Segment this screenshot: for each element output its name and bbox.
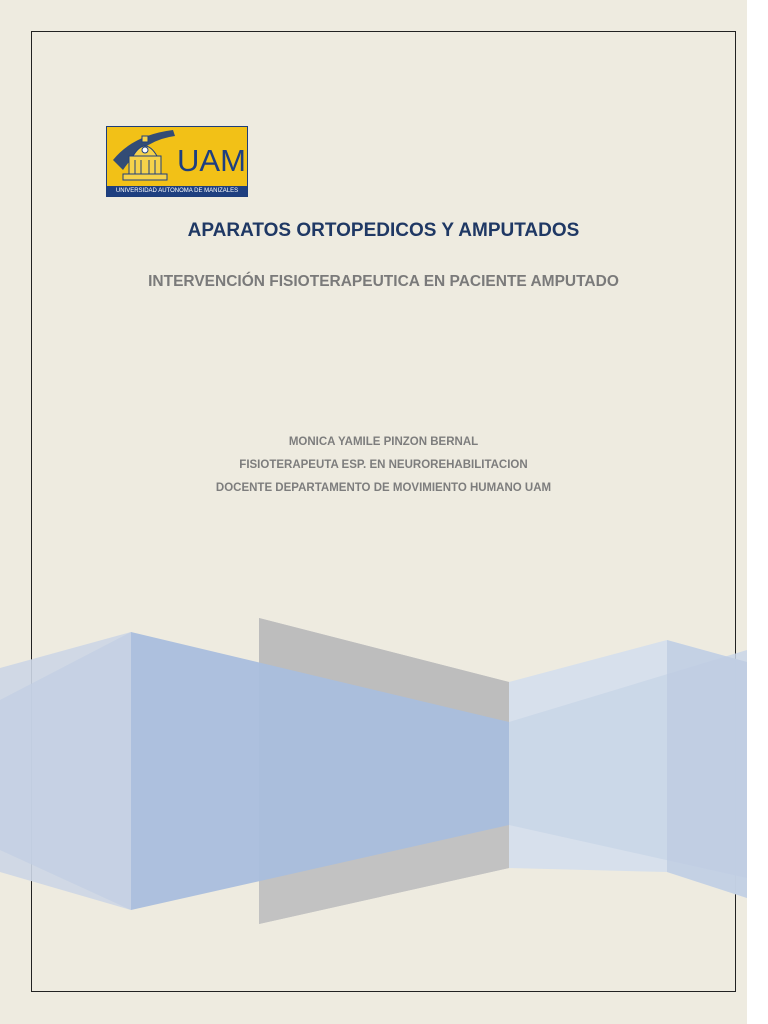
author-credential: FISIOTERAPEUTA ESP. EN NEUROREHABILITACION (239, 459, 528, 471)
author-name: MONICA YAMILE PINZON BERNAL (288, 436, 479, 448)
banner-shape-blue-right-edge (667, 640, 747, 898)
university-crest-icon (113, 130, 175, 186)
document-title: APARATOS ORTOPEDICOS Y AMPUTADOS (187, 220, 580, 241)
author-position: DOCENTE DEPARTAMENTO DE MOVIMIENTO HUMANO UAM (215, 482, 552, 494)
logo-tagline: UNIVERSIDAD AUTONOMA DE MANIZALES (107, 186, 247, 196)
logo-wordmark: UAM (177, 143, 246, 178)
document-subtitle: INTERVENCIÓN FISIOTERAPEUTICA EN PACIENTE AMPUTADO (148, 273, 619, 290)
uam-logo (106, 126, 248, 197)
author-block (31, 431, 736, 500)
decorative-banner (0, 610, 747, 930)
